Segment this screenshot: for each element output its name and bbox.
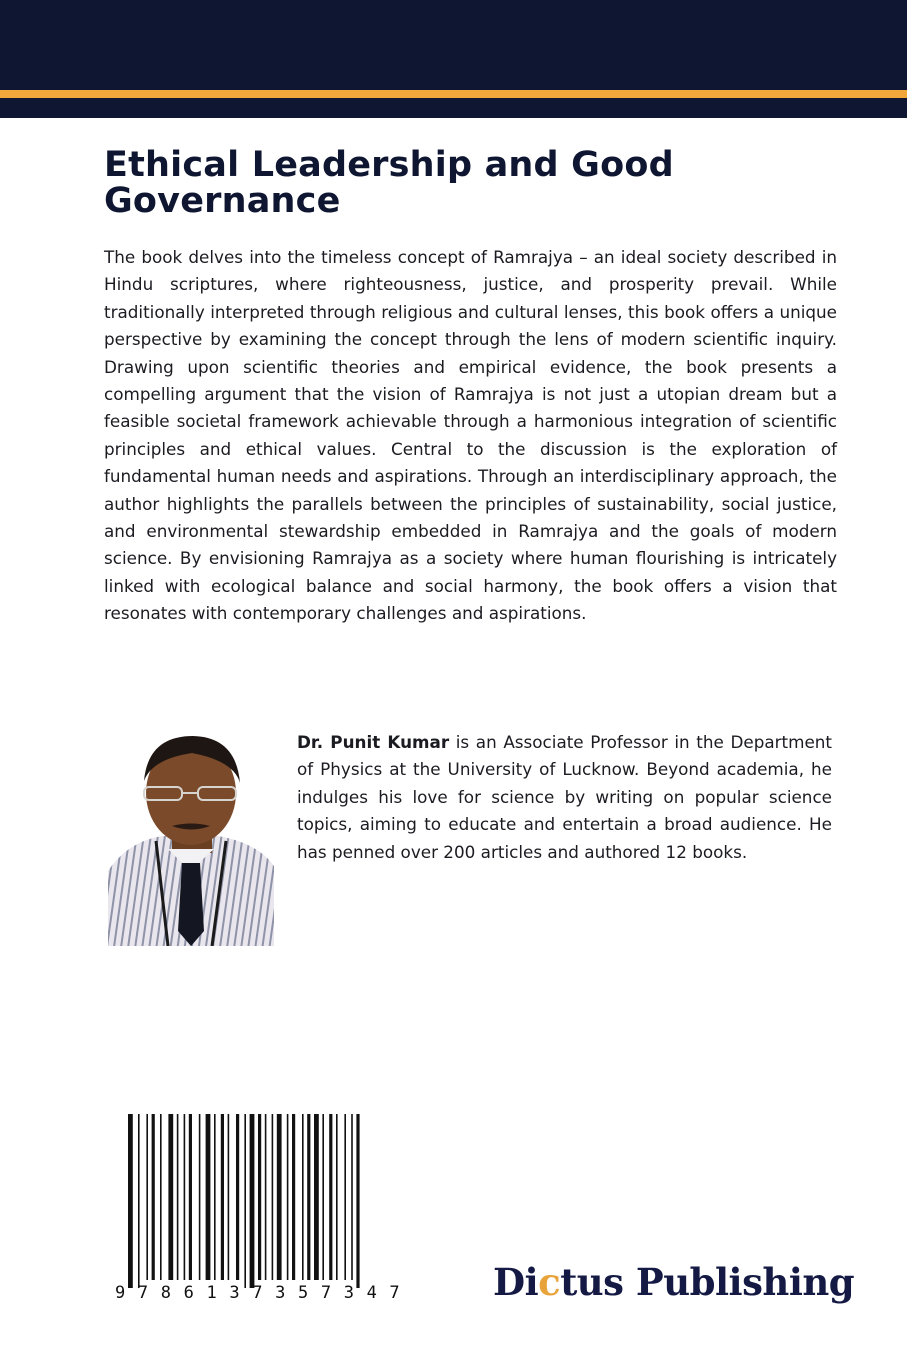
isbn-digits: 9 7 8 6 1 3 7 3 5 7 3 4 7 — [115, 1283, 401, 1302]
barcode-bar — [221, 1114, 224, 1280]
barcode-bar — [277, 1114, 282, 1280]
barcode-bar — [152, 1114, 155, 1280]
barcode-bar — [302, 1114, 304, 1280]
barcode-bar — [168, 1114, 173, 1280]
publisher-logo-part1: Di — [493, 1260, 539, 1304]
publisher-logo-part2: tus Publishing — [560, 1260, 855, 1304]
barcode-bar — [265, 1114, 267, 1280]
barcode-bar — [138, 1114, 140, 1288]
barcode-bar — [356, 1114, 359, 1288]
book-title-line1: Ethical Leadership and Good — [104, 145, 674, 185]
author-portrait-image — [108, 731, 274, 946]
barcode-bar — [322, 1114, 324, 1280]
publisher-logo-accent: c — [538, 1260, 561, 1304]
barcode-bar — [258, 1114, 261, 1280]
barcode-bar — [314, 1114, 319, 1280]
barcode-bar — [128, 1114, 133, 1288]
barcode-bar — [228, 1114, 230, 1280]
barcode-bar — [199, 1114, 201, 1280]
barcode-bar — [177, 1114, 179, 1280]
book-blurb: The book delves into the timeless concept of Ramrajya – an ideal society described in Hindu scriptures, where righteousness, justice, and prosperity prevail. While traditionally interpreted through religious and cultural lenses, this book offers a unique perspective by examining the concept through the lens of modern scientific inquiry. Drawing upon scientific theories and empirical evidence, the book presents a compelling argument that the vision of Ramrajya is not just a utopian dream but a feasible societal framework achievable through a harmonious integration of scientific principles and ethical values. Central to the discussion is the exploration of fundamental human needs and aspirations. Through an interdisciplinary approach, the author highlights the parallels between the principles of sustainability, social justice, and environmental stewardship embedded in Ramrajya and the goals of modern science. By envisioning Ramrajya as a society where human flourishing is intricately linked with ecological balance and social harmony, the book offers a vision that resonates with contemporary challenges and aspirations. — [104, 247, 837, 624]
author-photo — [108, 731, 274, 946]
barcode-bar — [214, 1114, 216, 1280]
barcode-bar — [146, 1114, 148, 1280]
barcode-bar — [244, 1114, 246, 1288]
barcode-bar — [336, 1114, 338, 1280]
isbn-barcode — [112, 1110, 432, 1302]
barcode-bar — [344, 1114, 346, 1280]
barcode-bar — [250, 1114, 255, 1288]
barcode-bar — [189, 1114, 192, 1280]
barcode-bar — [206, 1114, 211, 1280]
barcode-bar — [184, 1114, 186, 1280]
book-title-line2: Governance — [104, 181, 341, 221]
barcode-bar — [236, 1114, 239, 1280]
barcode-bar — [292, 1114, 295, 1280]
barcode-bar — [287, 1114, 289, 1280]
barcode-bar — [351, 1114, 353, 1280]
author-bio — [297, 729, 832, 866]
barcode-graphic — [112, 1110, 432, 1302]
barcode-bar — [272, 1114, 274, 1280]
author-bio-text: is an Associate Professor in the Department of Physics at the University of Lucknow. Beyond academia, he indulges his love for science by writing on popular science topics, aiming to educate and entertain a broad audience. He has penned over 200 articles and authored 12 books. — [297, 732, 832, 862]
barcode-bar — [307, 1114, 310, 1280]
gold-stripe — [0, 90, 907, 98]
barcode-bar — [329, 1114, 332, 1280]
author-name: Dr. Punit Kumar — [297, 732, 450, 752]
book-title — [104, 147, 804, 219]
barcode-bar — [160, 1114, 162, 1280]
top-band — [0, 0, 907, 118]
publisher-logo — [493, 1258, 855, 1306]
